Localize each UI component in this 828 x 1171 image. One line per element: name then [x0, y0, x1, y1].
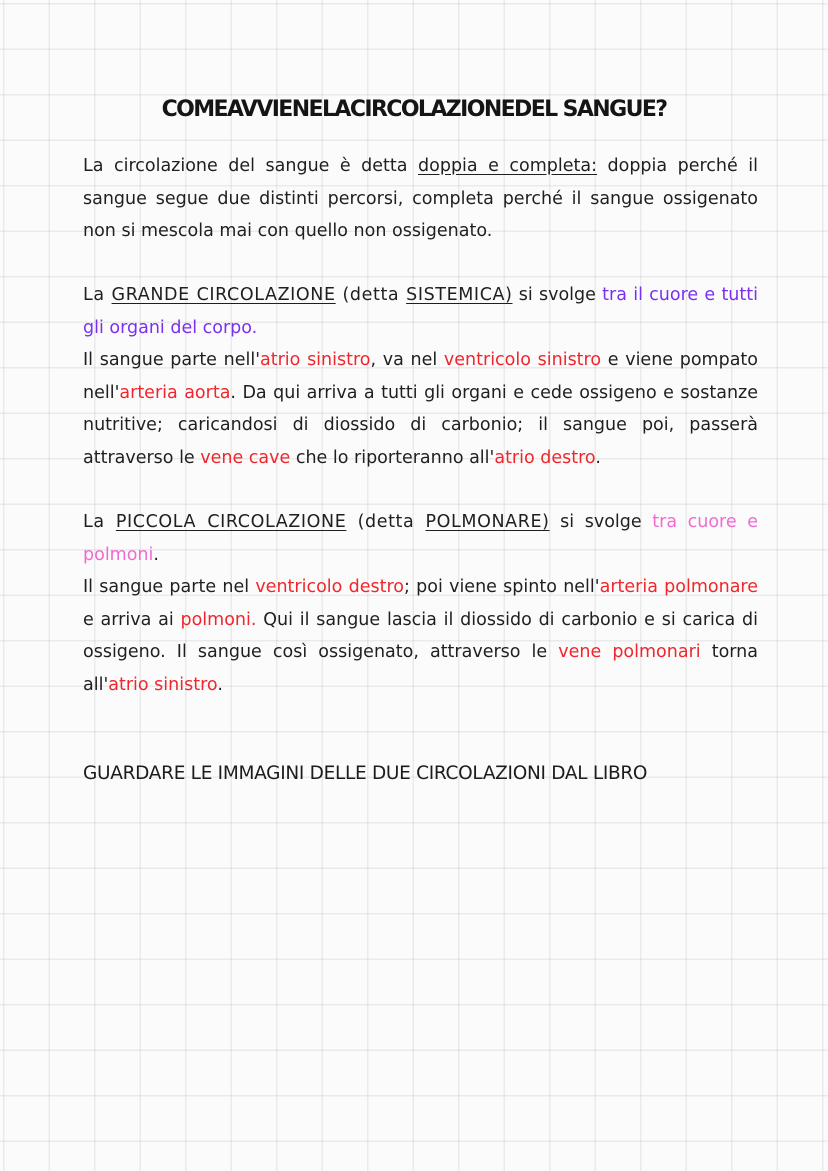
grande-body-text-4: . Da qui arriva a tutti gli organi e cede ossigeno e sostanze nutritive; caricandosi di diossido di carbonio; il sangue poi, passerà attraverso le: [83, 382, 758, 468]
grande-highlight: tra il cuore e tutti gli organi del corpo.: [83, 285, 758, 338]
grande-red-ventricolo-sinistro: ventricolo sinistro: [443, 350, 602, 370]
grande-intro-text-3: si svolge: [512, 285, 603, 305]
piccola-red-ventricolo-destro: ventricolo destro: [255, 577, 404, 597]
piccola-intro-text-4: .: [153, 544, 159, 565]
piccola-red-atrio-sinistro: atrio sinistro: [108, 674, 218, 695]
piccola-body-text-6: .: [217, 674, 223, 695]
piccola-circolazione-paragraph: [83, 506, 758, 701]
piccola-alias: POLMONARE): [425, 512, 550, 532]
grande-body-text-2: , va nel: [370, 350, 444, 370]
grande-alias: SISTEMICA): [406, 285, 513, 305]
page-title: COMEAVVIENELACIRCOLAZIONEDEL SANGUE?: [161, 96, 667, 122]
grande-term: GRANDE CIRCOLAZIONE: [111, 285, 336, 305]
piccola-body-text-1: Il sangue parte nel: [83, 577, 256, 597]
intro-underlined-term: doppia e completa:: [418, 156, 597, 176]
grande-red-atrio-destro: atrio destro: [494, 447, 596, 468]
grande-body-text-1: Il sangue parte nell': [83, 350, 261, 370]
footer-instruction: GUARDARE LE IMMAGINI DELLE DUE CIRCOLAZIONI DAL LIBRO: [83, 763, 648, 784]
piccola-body-text-4: Qui il sangue lascia il diossido di carbonio e si carica di ossigeno. Il sangue così ossigenato, attraverso le: [83, 609, 758, 662]
grande-red-atrio-sinistro: atrio sinistro: [260, 350, 371, 370]
grande-red-vene-cave: vene cave: [200, 447, 291, 468]
piccola-intro-text-1: La: [83, 512, 116, 532]
intro-text-1: La circolazione del sangue è detta: [83, 156, 419, 176]
piccola-body-text-2: ; poi viene spinto nell': [404, 577, 600, 597]
intro-text-2: doppia perché il sangue segue due distinti percorsi, completa perché il sangue ossigenato non si mescola mai con quello non ossigenato.: [83, 156, 758, 241]
piccola-intro-text-3: si svolge: [549, 512, 653, 532]
grande-intro-text-1: La: [83, 285, 112, 305]
piccola-highlight: tra cuore e polmoni: [83, 512, 758, 565]
grande-body: [83, 344, 758, 474]
grande-intro-text-2: (detta: [335, 285, 407, 305]
grande-red-arteria-aorta: arteria aorta: [119, 382, 231, 403]
grande-body-text-6: .: [595, 447, 601, 468]
piccola-red-polmoni: polmoni.: [180, 609, 257, 630]
piccola-red-vene-polmonari: vene polmonari: [558, 642, 701, 662]
grande-body-text-3: e viene pompato nell': [83, 350, 759, 403]
piccola-term: PICCOLA CIRCOLAZIONE: [115, 512, 347, 532]
piccola-body: [83, 571, 758, 701]
piccola-body-text-3: e arriva ai: [83, 609, 181, 630]
piccola-intro-text-2: (detta: [346, 512, 426, 532]
intro-paragraph: [83, 150, 758, 248]
grande-circolazione-paragraph: [83, 279, 758, 474]
piccola-body-text-5: torna all': [83, 642, 758, 695]
grande-body-text-5: che lo riporteranno all': [290, 447, 495, 468]
piccola-red-arteria-polmonare: arteria polmonare: [599, 577, 759, 597]
